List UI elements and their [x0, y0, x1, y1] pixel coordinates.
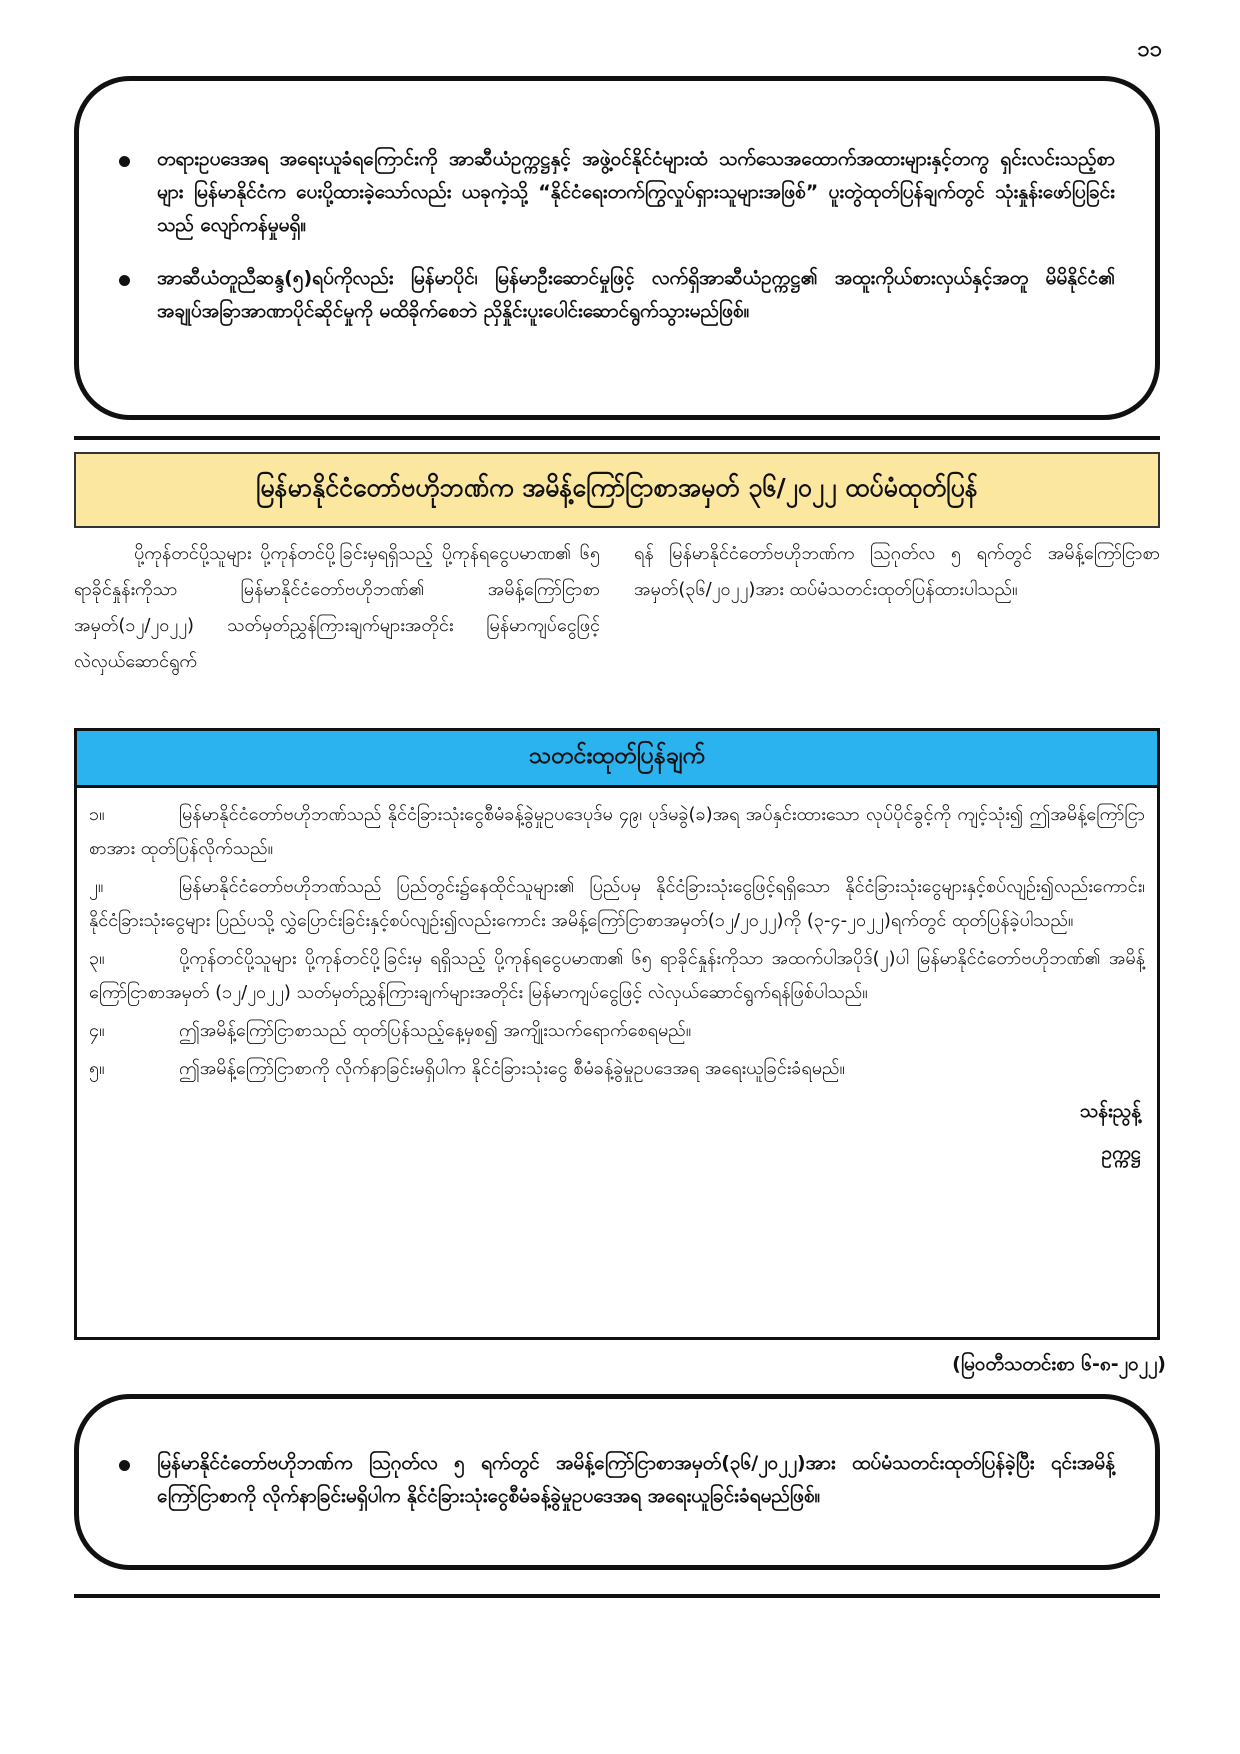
- paragraph-text: ပို့ကုန်တင်ပို့သူများ ပို့ကုန်တင်ပို့ခြင်းမှ ရရှိသည့် ပို့ကုန်ရငွေပမာဏ၏ ၆၅ ရာခိုင်နှုန်းကိုသာ အထက်ပါအပိုဒ်(၂)ပါ မြန်မာနိုင်ငံတော်ဗဟိုဘဏ်၏ အမိန့်ကြော်ငြာစာအမှတ် (၁၂/၂၀၂၂) သတ်မှတ်ညွှန်ကြားချက်များအတိုင်း မြန်မာကျပ်ငွေဖြင့် လဲလှယ်ဆောင်ရွက်ရန်ဖြစ်ပါသည်။: [89, 948, 1145, 1003]
- summary-bullet: မြန်မာနိုင်ငံတော်ဗဟိုဘဏ်က ဩဂုတ်လ ၅ ရက်တွင် အမိန့်ကြော်ငြာစာအမှတ်(၃၆/၂၀၂၂)အား ထပ်မံသတင်းထုတ်ပြန်ခဲ့ပြီး ၎င်းအမိန့်ကြော်ငြာစာကို လိုက်နာခြင်းမရှိပါက နိုင်ငံခြားသုံးငွေစီမံခန့်ခွဲမှုဥပဒေအရ အရေးယူခြင်းခံရမည်ဖြစ်။: [119, 1447, 1115, 1513]
- paragraph-text: ဤအမိန့်ကြော်ငြာစာကို လိုက်နာခြင်းမရှိပါက နိုင်ငံခြားသုံးငွေ စီမံခန့်ခွဲမှုဥပဒေအရ အရေးယူခြင်းခံရမည်။: [179, 1058, 845, 1079]
- divider-rule: [74, 436, 1160, 440]
- divider-rule: [74, 1594, 1160, 1598]
- paragraph-text: မြန်မာနိုင်ငံတော်ဗဟိုဘဏ်သည် ပြည်တွင်း၌နေထိုင်သူများ၏ ပြည်ပမှ နိုင်ငံခြားသုံးငွေဖြင့်ရရှိသော နိုင်ငံခြားသုံးငွေများနှင့်စပ်လျဉ်း၍လည်းကောင်း၊ နိုင်ငံခြားသုံးငွေများ ပြည်ပသို့ လွှဲပြောင်းခြင်းနှင့်စပ်လျဉ်း၍လည်းကောင်း အမိန့်ကြော်ငြာစာအမှတ်(၁၂/၂၀၂၂)ကို (၃-၄-၂၀၂၂)ရက်တွင် ထုတ်ပြန်ခဲ့ပါသည်။: [89, 876, 1145, 931]
- intro-column-left: ပို့ကုန်တင်ပို့သူများ ပို့ကုန်တင်ပို့ခြင်းမှရရှိသည့် ပို့ကုန်ရငွေပမာဏ၏ ၆၅ ရာခိုင်နှုန်းကိုသာ မြန်မာနိုင်ငံတော်ဗဟိုဘဏ်၏ အမိန့်ကြော်ငြာစာအမှတ်(၁၂/၂၀၂၂) သတ်မှတ်ညွှန်ကြားချက်များအတိုင်း မြန်မာကျပ်ငွေဖြင့် လဲလှယ်ဆောင်ရွက်: [74, 543, 600, 672]
- bullet-icon: [119, 1460, 130, 1471]
- bullet-icon: [119, 275, 130, 286]
- paragraph-number: ၄။: [89, 1020, 105, 1041]
- press-release-header: သတင်းထုတ်ပြန်ချက်: [77, 731, 1157, 788]
- bullet-icon: [119, 156, 130, 167]
- summary-bullet-list: [119, 143, 1115, 328]
- notice-paragraph: [89, 1014, 1145, 1048]
- summary-bullet: အာဆီယံတူညီဆန္ဒ(၅)ရပ်ကိုလည်း မြန်မာပိုင်၊ မြန်မာဦးဆောင်မှုဖြင့် လက်ရှိအာဆီယံဥက္ကဋ္ဌ၏ အထူးကိုယ်စားလှယ်နှင့်အတူ မိမိနိုင်ငံ၏ အချုပ်အခြာအာဏာပိုင်ဆိုင်မှုကို မထိခိုက်စေဘဲ ညှိနှိုင်းပူးပေါင်းဆောင်ရွက်သွားမည်ဖြစ်။: [119, 262, 1115, 328]
- signature-name: သန်းညွန့်: [1079, 1100, 1141, 1122]
- press-release-box: [74, 728, 1160, 1340]
- notice-paragraph: [89, 870, 1145, 938]
- paragraph-number: ၃။: [89, 948, 105, 969]
- source-citation: (မြဝတီသတင်းစာ ၆-၈-၂၀၂၂): [952, 1353, 1166, 1375]
- notice-paragraph: [89, 942, 1145, 1010]
- summary-callout-bottom: [74, 1394, 1160, 1570]
- paragraph-number: ၂။: [89, 876, 104, 897]
- paragraph-text: ဤအမိန့်ကြော်ငြာစာသည် ထုတ်ပြန်သည့်နေ့မှစ၍ အကျိုးသက်ရောက်စေရမည်။: [179, 1020, 692, 1041]
- paragraph-number: ၁။: [89, 804, 105, 825]
- page-number: ၁၁: [1137, 37, 1162, 62]
- summary-callout-top: [74, 76, 1160, 420]
- article-title: မြန်မာနိုင်ငံတော်ဗဟိုဘဏ်က အမိန့်ကြော်ငြာစာအမှတ် ၃၆/၂၀၂၂ ထပ်မံထုတ်ပြန်: [74, 452, 1160, 528]
- summary-bullet-list: [119, 1447, 1115, 1513]
- notice-paragraph: [89, 798, 1145, 866]
- press-release-body: [77, 788, 1157, 1174]
- paragraph-number: ၅။: [89, 1058, 105, 1079]
- intro-column-right: ရန် မြန်မာနိုင်ငံတော်ဗဟိုဘဏ်က ဩဂုတ်လ ၅ ရက်တွင် အမိန့်ကြော်ငြာစာအမှတ်(၃၆/၂၀၂၂)အား ထပ်မံသတင်းထုတ်ပြန်ထားပါသည်။: [634, 543, 1160, 600]
- paragraph-text: မြန်မာနိုင်ငံတော်ဗဟိုဘဏ်သည် နိုင်ငံခြားသုံးငွေစီမံခန့်ခွဲမှုဥပဒေပုဒ်မ ၄၉၊ ပုဒ်မခွဲ(ခ)အရ အပ်နှင်းထားသော လုပ်ပိုင်ခွင့်ကို ကျင့်သုံး၍ ဤအမိန့်ကြော်ငြာစာအား ထုတ်ပြန်လိုက်သည်။: [89, 804, 1145, 859]
- notice-paragraph: [89, 1052, 1145, 1086]
- summary-bullet: တရားဥပဒေအရ အရေးယူခံရကြောင်းကို အာဆီယံဥက္ကဋ္ဌနှင့် အဖွဲ့ဝင်နိုင်ငံများထံ သက်သေအထောက်အထားများနှင့်တကွ ရှင်းလင်းသည့်စာများ မြန်မာနိုင်ငံက ပေးပို့ထားခဲ့သော်လည်း ယခုကဲ့သို့ “နိုင်ငံရေးတက်ကြွလှုပ်ရှားသူများအဖြစ်” ပူးတွဲထုတ်ပြန်ချက်တွင် သုံးနှုန်းဖော်ပြခြင်းသည် လျော်ကန်မှုမရှိ။: [119, 143, 1115, 242]
- signature-title: ဥက္ကဋ္ဌ: [1101, 1142, 1141, 1164]
